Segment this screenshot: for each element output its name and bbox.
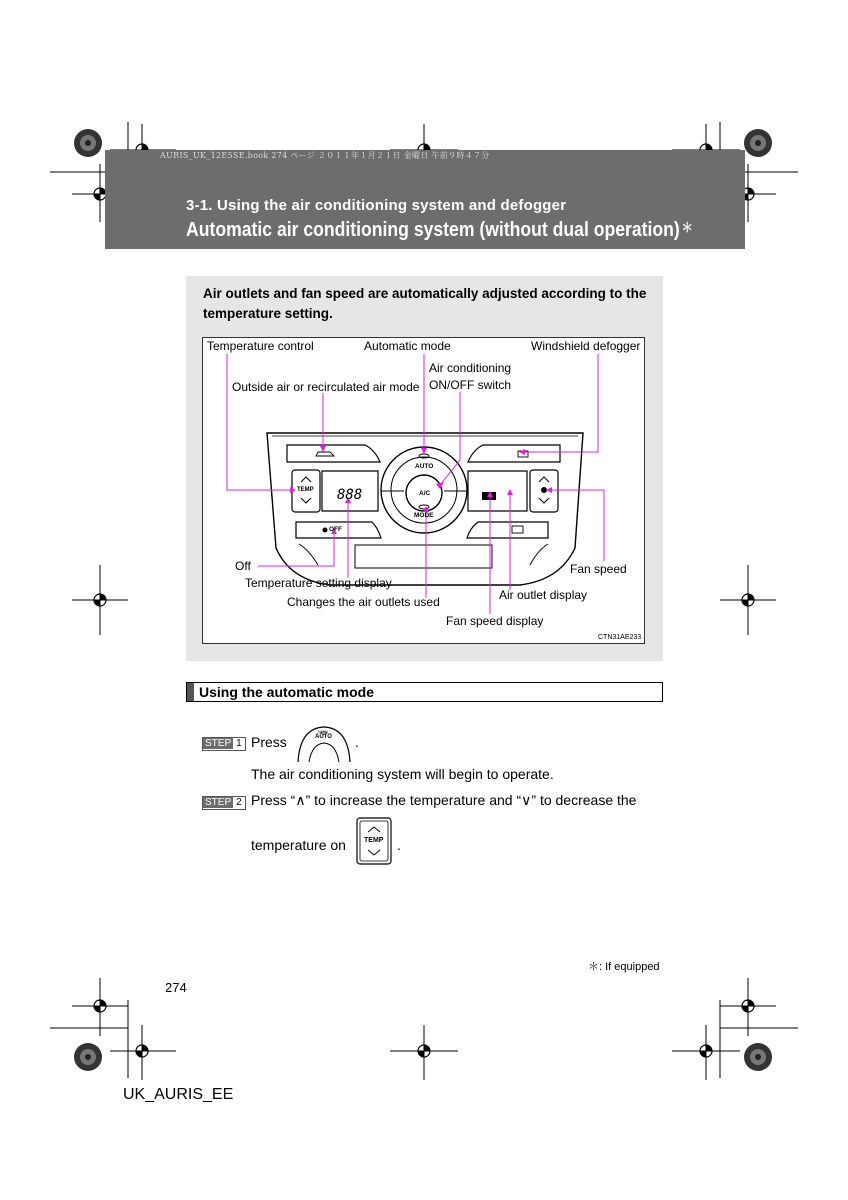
auto-button-small-label: NOW xyxy=(318,729,328,734)
step-2-badge-num: 2 xyxy=(233,797,245,808)
callout-air-conditioning-2: ON/OFF switch xyxy=(429,378,512,392)
section-heading-bar xyxy=(187,683,194,701)
file-meta: AURIS_UK_12E5SE.book 274 ページ ２０１１年１月２１日 金曜日 午前９時４７分 xyxy=(160,151,490,160)
section-heading-text: Using the automatic mode xyxy=(199,684,375,700)
step-2-text-line2: temperature on xyxy=(251,837,346,853)
callout-outside-air: Outside air or recirculated air mode xyxy=(232,380,420,394)
callout-changes-outlets: Changes the air outlets used xyxy=(287,595,440,609)
step-1-result: The air conditioning system will begin to operate. xyxy=(251,766,554,782)
callout-windshield-defogger: Windshield defogger xyxy=(531,339,641,353)
step-2 xyxy=(202,792,246,810)
callout-fan-speed: Fan speed xyxy=(570,562,627,576)
temp-button-label: TEMP xyxy=(364,837,384,844)
step-1-badge-word: STEP xyxy=(205,738,232,749)
panel-label-temp: TEMP xyxy=(297,487,314,493)
callout-automatic-mode: Automatic mode xyxy=(364,339,451,353)
footnote: ＊: If equipped xyxy=(588,961,660,973)
step-1-badge-num: 1 xyxy=(233,738,245,749)
step-2-badge xyxy=(202,796,246,810)
panel-label-mode: MODE xyxy=(414,512,434,519)
section-number: 3-1. Using the air conditioning system and defogger xyxy=(186,197,567,214)
intro-text: Air outlets and fan speed are automatically adjusted according to the temperature setting. xyxy=(203,286,647,321)
step-2-text-line1: Press “∧” to increase the temperature and “∨” to decrease the xyxy=(251,792,637,808)
panel-label-auto: AUTO xyxy=(415,463,434,470)
book-id: UK_AURIS_EE xyxy=(123,1086,234,1103)
callout-off: Off xyxy=(235,559,251,573)
step-1-period: . xyxy=(355,734,359,750)
figure-code: CTN31AE233 xyxy=(598,634,642,641)
step-1-text: Press xyxy=(251,734,287,750)
step-2-period: . xyxy=(397,837,401,853)
page-number: 274 xyxy=(165,980,187,995)
callout-air-conditioning-1: Air conditioning xyxy=(429,361,512,375)
auto-button-label: AUTO xyxy=(315,734,332,740)
temp-digits: 888 xyxy=(337,487,363,503)
callout-temp-setting-display: Temperature setting display xyxy=(245,576,392,590)
callout-air-outlet-display: Air outlet display xyxy=(499,588,588,602)
step-2-badge-word: STEP xyxy=(205,797,232,808)
page-title-text: Automatic air conditioning system (without dual operation) xyxy=(186,219,680,241)
panel-label-off: OFF xyxy=(329,526,342,533)
callout-fan-speed-display: Fan speed display xyxy=(446,614,544,628)
step-1-badge xyxy=(202,737,246,751)
section-heading xyxy=(186,682,663,702)
step-1 xyxy=(202,733,246,751)
callout-temperature-control: Temperature control xyxy=(207,339,314,353)
title-mark: ＊ xyxy=(681,220,694,235)
panel-label-ac: A/C xyxy=(419,490,431,497)
